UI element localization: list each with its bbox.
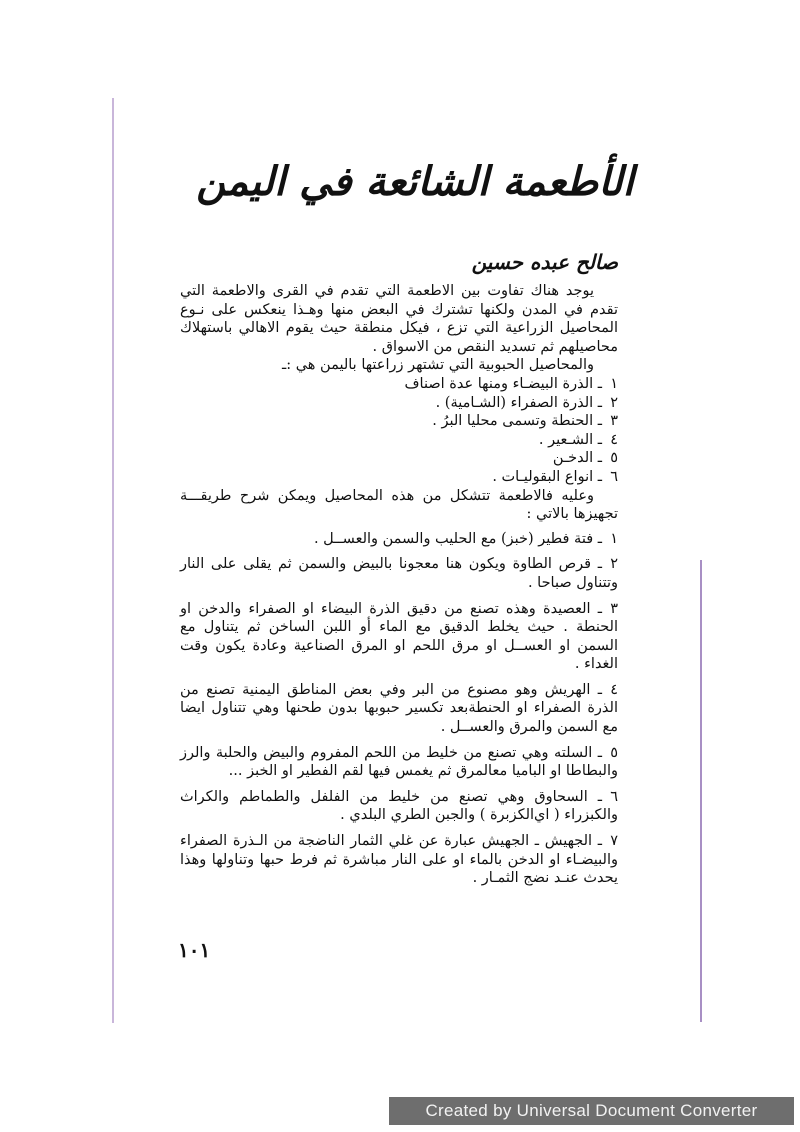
intro-paragraph: يوجد هناك تفاوت بين الاطعمة التي تقدم في القرى والاطعمة التي تقدم في المدن ولكنها تشترك في البعض منها وهـذا ينعكس على نـوع المحاصيل الزراعية التي تزع ، فيكل منطقة حيث يقوم الاهالي باستهلاك محاصيلهم ثم تسديد النقص من الاسواق . [180,283,618,355]
list-item: ٦ـ انواع البقوليـات . [492,468,618,485]
recipes-intro: وعليه فالاطعمة تتشكل من هذه المحاصيل ويمكن شرح طريقـــة تجهيزها بالاتي : [180,487,618,523]
crops-intro: والمحاصيل الحبوبية التي تشتهر زراعتها باليمن هي :ـ [281,357,594,374]
page-number: ١٠١ [178,938,211,962]
list-item: ٢ـ الذرة الصفراء (الشـامية) . [435,394,618,411]
page-edge-line-left [112,98,114,1023]
list-item: ١ـ الذرة البيضـاء ومنها عدة اصناف [404,375,618,392]
converter-watermark: Created by Universal Document Converter [389,1097,794,1125]
crops-list [180,375,618,487]
list-item: ٤ـ الهريش وهو مصنوع من البر وفي بعض المناطق اليمنية تصنع من الذرة الصفراء او الحنطةبعد تكسير حبوبها بدون طحنها وهي تتناول ايضا مع السمن والمرق والعســل . [180,681,618,736]
list-item: ٥ـ الدخـن [552,450,618,467]
recipes-list [180,530,618,888]
list-item: ٣ـ العصيدة وهذه تصنع من دقيق الذرة البيضاء او الصفراء والدخن او الحنطة . حيث يخلط الدقيق مع الماء أو اللبن الساخن ثم يتناول مع السمن او العســل او مرق اللحم او المرق الصناعية وعادة يكون وقت الغداء . [180,600,618,673]
article-title: الأطعمة الشائعة في اليمن [196,158,634,205]
list-item: ٦ـ السحاوق وهي تصنع من خليط من الفلفل والطماطم والكراث والكبزراء ( اي‌الكزبرة ) والجبن الطري البلدي . [180,788,618,824]
list-item: ٧ـ الجهيش ـ الجهيش عبارة عن غلي الثمار الناضجة من الـذرة الصفراء والبيضـاء او الدخن بالماء او على النار مباشرة ثم فرط حبها وتناولها وهذا يحدث عنـد نضج الثمـار . [180,833,618,887]
list-item: ٥ـ السلته وهي تصنع من خليط من اللحم المفروم والبيض والحلبة والرز والبطاطا او الباميا معالمرق ثم يغمس فيها لقم الفطير او الخبز ... [180,744,618,780]
page-edge-line-right [700,560,702,1022]
list-item: ٤ـ الشـعير . [538,431,618,448]
list-item: ٣ـ الحنطة وتسمى محليا البرُ . [432,413,618,430]
article-body [180,282,618,895]
author-name: صالح عبده حسين [471,250,618,274]
list-item: ١ـ فتة فطير (خبز) مع الحليب والسمن والعســل . [313,530,618,547]
list-item: ٢ـ قرص الطاوة ويكون هنا معجونا بالبيض والسمن ثم يقلى على النار وتتناول صباحا . [180,556,618,591]
